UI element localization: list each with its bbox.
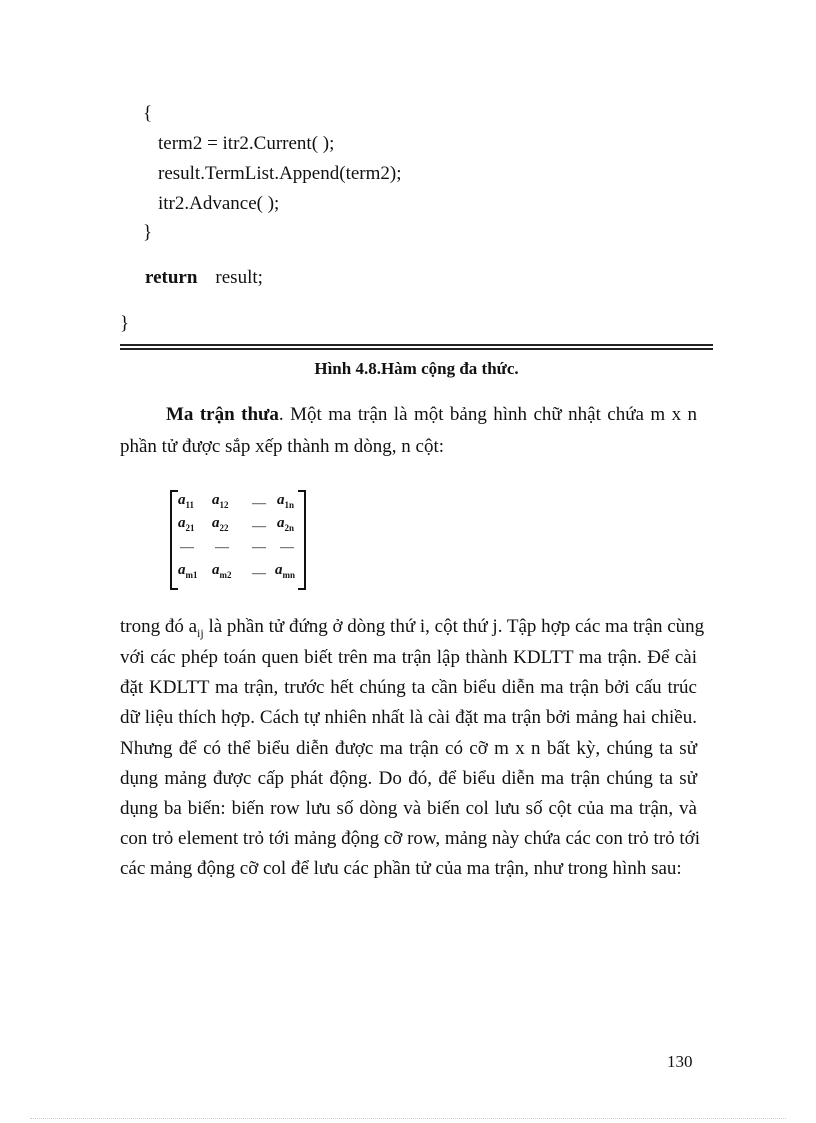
code-return-keyword: return — [145, 267, 198, 288]
code-return-value: result; — [215, 267, 263, 288]
intro-line-1-rest: . Một ma trận là một bảng hình chữ nhật chứa m x n — [278, 404, 698, 425]
matrix-cell: $a_{m1}$ — [178, 562, 198, 580]
page-number: 130 — [667, 1052, 693, 1071]
code-line-advance: itr2.Advance( ); — [158, 193, 280, 214]
code-line-current: term2 = itr2.Current( ); — [158, 133, 335, 154]
code-final-brace: } — [120, 313, 130, 334]
matrix-figure — [170, 490, 306, 588]
matrix-cell: $a_{21}$ — [178, 515, 195, 533]
matrix-ellipsis: — — [215, 540, 229, 555]
paragraph-line-2: với các phép toán quen biết trên ma trận lập thành KDLTT ma trận. Để cài — [120, 647, 697, 668]
paragraph-line-1: trong đó $a_{ij}$ là phần tử đứng ở dòng thứ i, cột thứ j. Tập hợp các ma trận cùng — [120, 616, 705, 640]
matrix-cell: $a_{1n}$ — [277, 492, 295, 510]
matrix-cell: $a_{22}$ — [212, 515, 229, 533]
code-open-brace: { — [143, 103, 153, 124]
matrix-cell: $a_{mn}$ — [275, 562, 296, 580]
intro-line-1 — [120, 405, 697, 425]
matrix-left-bracket — [170, 490, 178, 590]
caption-rule-bottom — [120, 348, 713, 350]
matrix-cell: $a_{12}$ — [212, 492, 229, 510]
paragraph-line-9: các mảng động cỡ col để lưu các phần tử của ma trận, như trong hình sau: — [120, 858, 682, 879]
paragraph-line-8: con trỏ element trỏ tới mảng động cỡ row, mảng này chứa các con trỏ trỏ tới — [120, 828, 701, 849]
figure-caption: Hình 4.8.Hàm cộng đa thức. — [314, 359, 519, 378]
matrix-right-bracket — [298, 490, 306, 590]
matrix-ellipsis: — — [252, 566, 266, 581]
matrix-cell: $a_{2n}$ — [277, 515, 295, 533]
paragraph-line-5: Nhưng để có thể biểu diễn được ma trận có cỡ m x n bất kỳ, chúng ta sử — [120, 738, 697, 759]
matrix-ellipsis: — — [252, 519, 266, 534]
paragraph-line-4: dữ liệu thích hợp. Cách tự nhiên nhất là cài đặt ma trận bởi mảng hai chiều. — [120, 707, 697, 728]
code-close-brace: } — [143, 222, 153, 243]
paragraph-line-7: dụng ba biến: biến row lưu số dòng và biến col lưu số cột của ma trận, và — [120, 798, 697, 819]
paragraph-line-3: đặt KDLTT ma trận, trước hết chúng ta cần biểu diễn ma trận bởi cấu trúc — [120, 677, 697, 698]
matrix-ellipsis: — — [280, 540, 294, 555]
matrix-cell: $a_{m2}$ — [212, 562, 232, 580]
code-line-append: result.TermList.Append(term2); — [158, 163, 402, 184]
code-return-line — [145, 268, 263, 288]
caption-rule-top — [120, 344, 713, 346]
page-bottom-divider — [30, 1118, 786, 1119]
matrix-ellipsis: — — [180, 540, 194, 555]
intro-line-2: phần tử được sắp xếp thành m dòng, n cột: — [120, 436, 445, 457]
matrix-ellipsis: — — [252, 496, 266, 511]
matrix-cell: $a_{11}$ — [178, 492, 195, 510]
bold-term: Ma trận thưa — [166, 404, 279, 425]
paragraph-line-6: dụng mảng được cấp phát động. Do đó, để biểu diễn ma trận chúng ta sử — [120, 768, 697, 789]
matrix-ellipsis: — — [252, 540, 266, 555]
